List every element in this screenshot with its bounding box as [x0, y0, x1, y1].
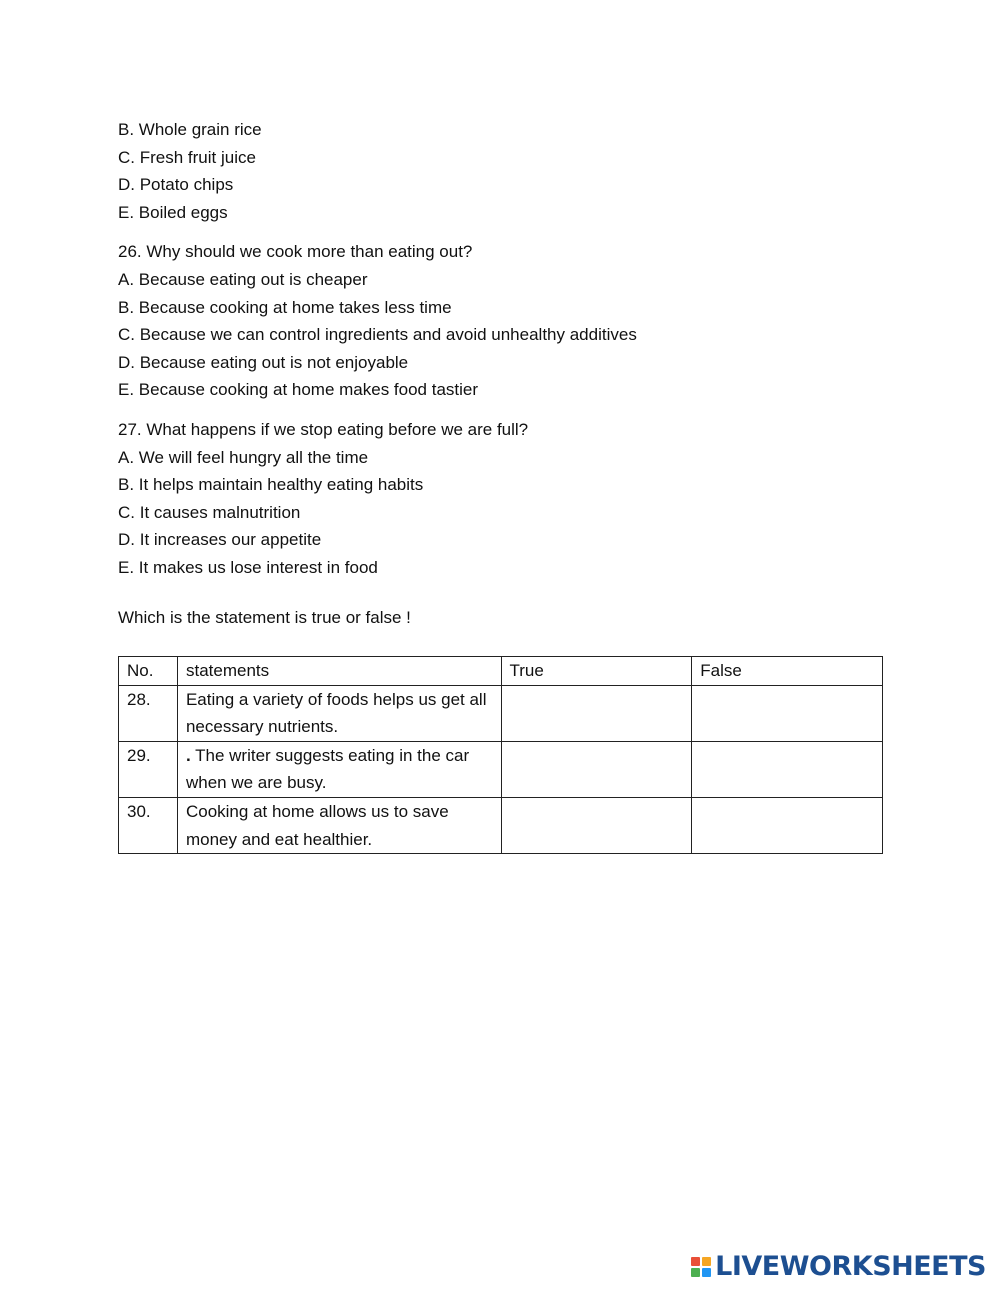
true-false-instruction: Which is the statement is true or false ! — [118, 607, 411, 627]
false-answer-cell[interactable] — [692, 798, 883, 854]
question-text: 26. Why should we cook more than eating out? — [118, 242, 473, 262]
option-b: B. Because cooking at home takes less time — [118, 297, 452, 317]
header-true: True — [501, 657, 692, 686]
statement-bullet: . — [185, 745, 191, 765]
false-answer-cell[interactable] — [692, 741, 883, 797]
row-statement: Eating a variety of foods helps us get all necessary nutrients. — [177, 685, 501, 741]
liveworksheets-logo — [691, 1251, 986, 1282]
worksheet-page — [118, 116, 888, 854]
option-e: E. Boiled eggs — [118, 202, 228, 222]
true-answer-cell[interactable] — [501, 685, 692, 741]
table-row — [119, 741, 883, 797]
header-no: No. — [119, 657, 178, 686]
question-text: 27. What happens if we stop eating before we are full? — [118, 419, 529, 439]
false-answer-cell[interactable] — [692, 685, 883, 741]
row-statement: Cooking at home allows us to save money and eat healthier. — [177, 798, 501, 854]
true-answer-cell[interactable] — [501, 798, 692, 854]
row-statement: The writer suggests eating in the car when we are busy. — [185, 745, 470, 793]
row-number: 29. — [119, 741, 178, 797]
option-b: B. Whole grain rice — [118, 120, 262, 139]
option-c: C. It causes malnutrition — [118, 502, 301, 522]
header-statements: statements — [177, 657, 501, 686]
logo-mark-square — [691, 1268, 700, 1277]
option-c: C. Because we can control ingredients and avoid unhealthy additives — [118, 325, 637, 345]
option-b: B. It helps maintain healthy eating habits — [118, 475, 424, 495]
table-header-row — [119, 657, 883, 686]
table-row — [119, 685, 883, 741]
option-d: D. Potato chips — [118, 175, 234, 195]
header-false: False — [692, 657, 883, 686]
table-row — [119, 798, 883, 854]
true-false-table — [118, 656, 883, 854]
option-d: D. Because eating out is not enjoyable — [118, 352, 409, 372]
true-answer-cell[interactable] — [501, 741, 692, 797]
question-26 — [118, 238, 888, 404]
logo-text: LIVEWORKSHEETS — [715, 1251, 986, 1282]
logo-mark-square — [702, 1268, 711, 1277]
logo-mark-square — [702, 1257, 711, 1266]
option-a: A. Because eating out is cheaper — [118, 269, 368, 289]
row-statement-cell — [177, 741, 501, 797]
option-e: E. It makes us lose interest in food — [118, 557, 378, 577]
row-number: 28. — [119, 685, 178, 741]
question-25-options — [118, 116, 888, 226]
question-27 — [118, 416, 888, 582]
option-a: A. We will feel hungry all the time — [118, 447, 369, 467]
option-c: C. Fresh fruit juice — [118, 147, 256, 167]
option-e: E. Because cooking at home makes food tastier — [118, 380, 479, 400]
logo-mark-square — [691, 1257, 700, 1266]
option-d: D. It increases our appetite — [118, 530, 322, 550]
logo-mark-icon — [691, 1257, 711, 1277]
row-number: 30. — [119, 798, 178, 854]
